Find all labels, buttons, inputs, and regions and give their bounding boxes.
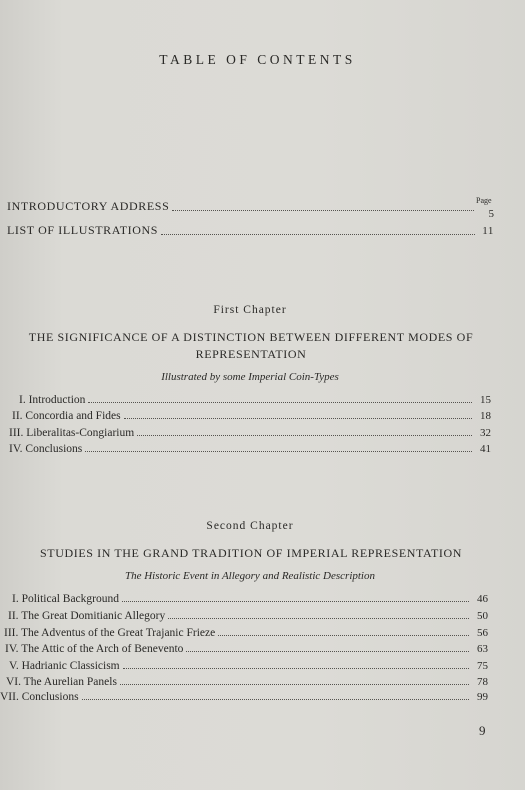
page-title: TABLE OF CONTENTS xyxy=(159,52,356,67)
chapter-heading: STUDIES IN THE GRAND TRADITION OF IMPERIAL REPRESENTATION xyxy=(39,546,462,560)
toc-entry-page-number: 46 xyxy=(477,593,488,605)
toc-entry xyxy=(0,691,488,703)
toc-entry-label: III. Liberalitas-Congiarium xyxy=(9,427,135,439)
toc-entry-introductory-address xyxy=(7,199,477,214)
chapter-label: First Chapter xyxy=(213,304,287,316)
dot-leader xyxy=(137,435,472,436)
toc-entry-label: II. The Great Domitianic Allegory xyxy=(8,610,166,622)
toc-entry-label: II. Concordia and Fides xyxy=(12,410,121,422)
page-number: 9 xyxy=(479,723,486,738)
toc-entry-page-number: 5 xyxy=(488,208,494,220)
toc-entry xyxy=(9,427,491,439)
toc-entry-page-number: 32 xyxy=(480,427,491,439)
toc-entry-page-number: 56 xyxy=(477,627,488,639)
dot-leader xyxy=(161,234,475,235)
dot-leader xyxy=(218,635,469,636)
toc-entry xyxy=(4,627,488,639)
toc-entry-page-number: 50 xyxy=(477,610,488,622)
dot-leader xyxy=(88,402,472,403)
toc-entry xyxy=(12,410,491,422)
dot-leader xyxy=(122,601,469,602)
toc-entry-label: III. The Adventus of the Great Trajanic Frieze xyxy=(4,627,216,639)
toc-entry xyxy=(12,593,488,605)
toc-entry-label: VI. The Aurelian Panels xyxy=(6,676,117,688)
toc-entry xyxy=(6,676,488,688)
dot-leader xyxy=(120,684,469,685)
dot-leader xyxy=(172,210,474,211)
dot-leader xyxy=(85,451,472,452)
toc-entry xyxy=(9,443,491,455)
chapter-label: Second Chapter xyxy=(206,520,294,532)
toc-entry-page xyxy=(470,208,494,220)
dot-leader xyxy=(82,699,469,700)
chapter-subtitle: Illustrated by some Imperial Coin-Types xyxy=(161,371,339,383)
toc-entry xyxy=(5,643,488,655)
toc-entry-page-number: 11 xyxy=(482,225,494,237)
toc-entry-page-number: 99 xyxy=(477,691,488,703)
toc-entry-list-of-illustrations xyxy=(7,223,494,238)
toc-entry-label: I. Introduction xyxy=(19,394,86,406)
toc-entry-label: LIST OF ILLUSTRATIONS xyxy=(7,223,159,237)
toc-entry-page-number: 18 xyxy=(480,410,491,422)
toc-entry-label: INTRODUCTORY ADDRESS xyxy=(7,199,170,213)
toc-entry-page-number: 15 xyxy=(480,394,491,406)
toc-entry xyxy=(8,610,488,622)
dot-leader xyxy=(124,418,472,419)
toc-entry-label: IV. Conclusions xyxy=(9,443,83,455)
toc-entry xyxy=(9,660,488,672)
toc-entry-page-number: 41 xyxy=(480,443,491,455)
toc-entry-page-number: 75 xyxy=(477,660,488,672)
dot-leader xyxy=(168,618,469,619)
toc-entry xyxy=(19,394,491,406)
toc-entry-label: IV. The Attic of the Arch of Benevento xyxy=(5,643,184,655)
toc-entry-label: V. Hadrianic Classicism xyxy=(9,660,120,672)
chapter-subtitle: The Historic Event in Allegory and Realistic Description xyxy=(124,570,375,582)
toc-entry-label: I. Political Background xyxy=(12,593,119,605)
toc-entry-label: VII. Conclusions xyxy=(0,691,79,703)
dot-leader xyxy=(186,651,469,652)
chapter-heading: THE SIGNIFICANCE OF A DISTINCTION BETWEEN DIFFERENT MODES OF REPRESENTATION xyxy=(28,330,474,361)
dot-leader xyxy=(123,668,469,669)
toc-entry-page-number: 78 xyxy=(477,676,488,688)
page-column-heading: Page xyxy=(476,196,492,205)
toc-entry-page-number: 63 xyxy=(477,643,488,655)
